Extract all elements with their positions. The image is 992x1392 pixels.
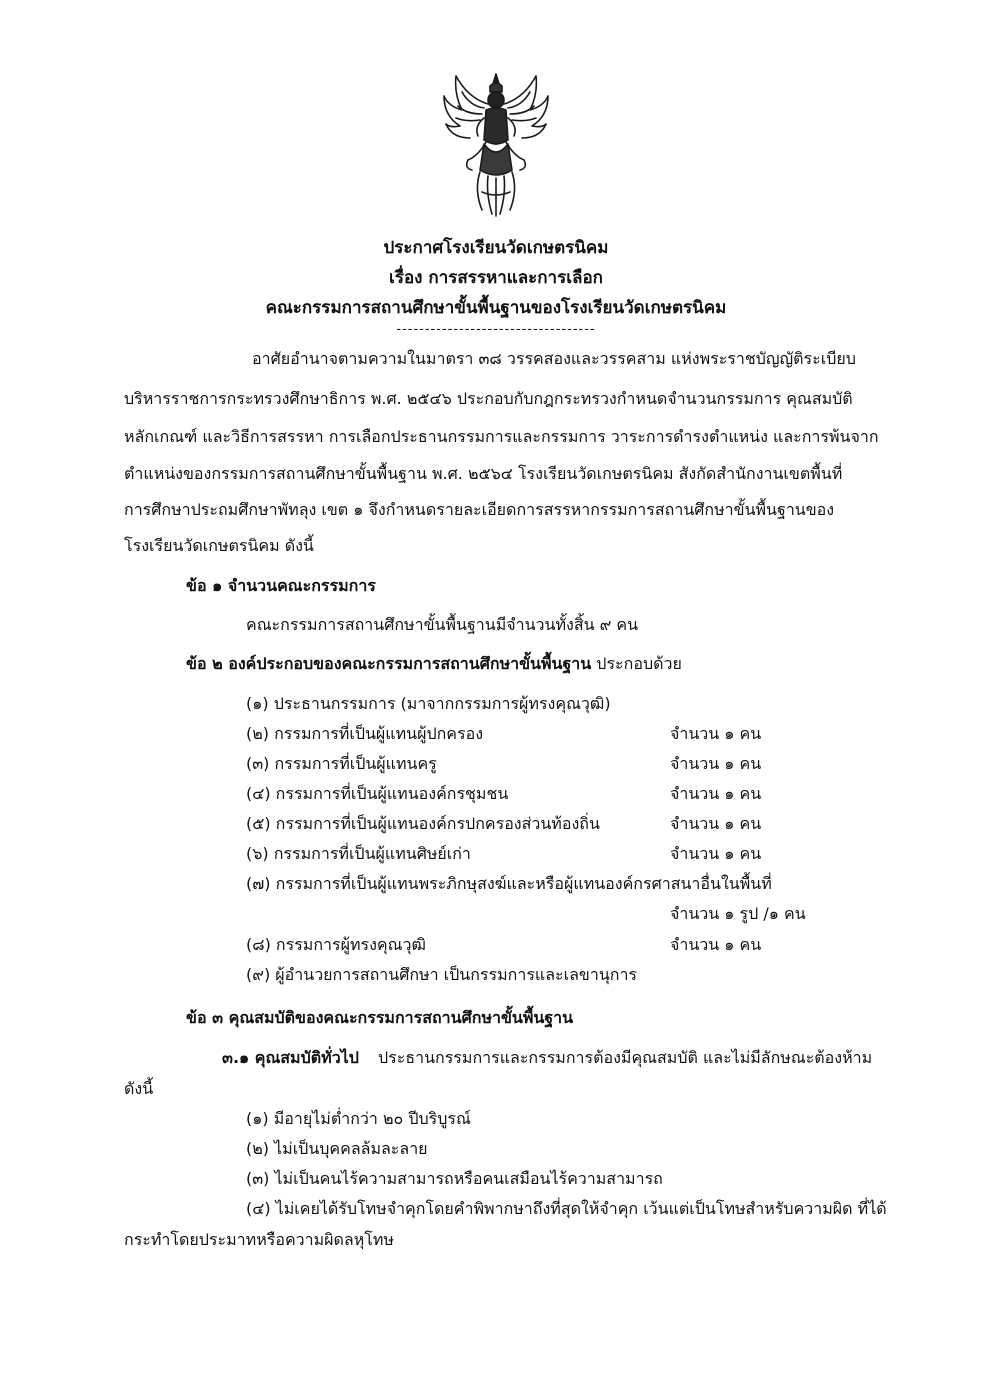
list-item-amount: จำนวน ๑ คน (670, 935, 762, 954)
intro-line: หลักเกณฑ์ และวิธีการสรรหา การเลือกประธานกรรมการและกรรมการ วาระการดำรงตำแหน่ง และการพ้นจาก (124, 427, 879, 446)
list-item-amount: จำนวน ๑ รูป /๑ คน (670, 904, 806, 923)
intro-line: ตำแหน่งของกรรมการสถานศึกษาขั้นพื้นฐาน พ.ศ. ๒๕๖๔ โรงเรียนวัดเกษตรนิคม สังกัดสำนักงานเขตพื้นที่ (124, 464, 843, 483)
list-item-amount: จำนวน ๑ คน (670, 754, 762, 773)
section-3-1-line (222, 1050, 872, 1066)
section-3-1-text: ประธานกรรมการและกรรมการต้องมีคุณสมบัติ และไม่มีลักษณะต้องห้าม (377, 1048, 873, 1067)
list-item: (๖) กรรมการที่เป็นผู้แทนศิษย์เก่า (246, 844, 471, 863)
section-3-1-heading: ๓.๑ คุณสมบัติทั่วไป (222, 1048, 359, 1067)
list-item: (๑) มีอายุไม่ต่ำกว่า ๒๐ ปีบริบูรณ์ (246, 1109, 471, 1128)
list-item: (๘) กรรมการผู้ทรงคุณวุฒิ (246, 935, 426, 954)
intro-line: อาศัยอำนาจตามความในมาตรา ๓๘ วรรคสองและวรรคสาม แห่งพระราชบัญญัติระเบียบ (252, 349, 856, 368)
list-item: (๒) กรรมการที่เป็นผู้แทนผู้ปกครอง (246, 724, 484, 743)
section-3-1-text-cont: ดังนี้ (124, 1079, 154, 1098)
section-1-heading: ข้อ ๑ จำนวนคณะกรรมการ (186, 576, 376, 595)
list-item: (๔) กรรมการที่เป็นผู้แทนองค์กรชุมชน (246, 784, 509, 803)
intro-line: บริหารราชการกระทรวงศึกษาธิการ พ.ศ. ๒๕๔๖ ประกอบกับกฎกระทรวงกำหนดจำนวนกรรมการ คุณสมบัติ (124, 389, 853, 408)
list-item: (๓) ไม่เป็นคนไร้ความสามารถหรือคนเสมือนไร้ความสามารถ (246, 1169, 663, 1188)
section-3-heading: ข้อ ๓ คุณสมบัติของคณะกรรมการสถานศึกษาขั้นพื้นฐาน (186, 1008, 574, 1027)
section-2-heading (186, 656, 682, 672)
list-item: (๓) กรรมการที่เป็นผู้แทนครู (246, 754, 437, 773)
list-item-amount: จำนวน ๑ คน (670, 784, 762, 803)
list-item: (๗) กรรมการที่เป็นผู้แทนพระภิกษุสงฆ์และหรือผู้แทนองค์กรศาสนาอื่นในพื้นที่ (246, 874, 772, 893)
list-item: (๔) ไม่เคยได้รับโทษจำคุกโดยคำพิพากษาถึงที่สุดให้จำคุก เว้นแต่เป็นโทษสำหรับความผิด ที่ได้ (246, 1199, 887, 1218)
title-separator: ----------------------------------- (396, 322, 596, 337)
list-item-amount: จำนวน ๑ คน (670, 814, 762, 833)
announcement-subject: เรื่อง การสรรหาและการเลือก (389, 268, 603, 288)
section-2-heading-title: ข้อ ๒ องค์ประกอบของคณะกรรมการสถานศึกษาขั้นพื้นฐาน (186, 654, 592, 673)
list-item-amount: จำนวน ๑ คน (670, 844, 762, 863)
list-item: (๑) ประธานกรรมการ (มาจากกรรมการผู้ทรงคุณวุฒิ) (246, 694, 611, 713)
list-item-amount: จำนวน ๑ คน (670, 724, 762, 743)
list-item-cont: กระทำโดยประมาทหรือความผิดลหุโทษ (124, 1230, 394, 1249)
garuda-emblem-icon (438, 70, 554, 218)
announcement-title: ประกาศโรงเรียนวัดเกษตรนิคม (383, 238, 609, 258)
intro-line: โรงเรียนวัดเกษตรนิคม ดังนี้ (124, 536, 314, 555)
announcement-committee-title: คณะกรรมการสถานศึกษาขั้นพื้นฐานของโรงเรียนวัดเกษตรนิคม (265, 298, 727, 318)
list-item: (๒) ไม่เป็นบุคคลล้มละลาย (246, 1139, 428, 1158)
list-item: (๙) ผู้อำนวยการสถานศึกษา เป็นกรรมการและเลขานุการ (246, 965, 638, 984)
section-2-heading-suffix: ประกอบด้วย (596, 654, 682, 673)
list-item: (๕) กรรมการที่เป็นผู้แทนองค์กรปกครองส่วนท้องถิ่น (246, 814, 600, 833)
section-1-text: คณะกรรมการสถานศึกษาขั้นพื้นฐานมีจำนวนทั้งสิ้น ๙ คน (246, 615, 639, 634)
intro-line: การศึกษาประถมศึกษาพัทลุง เขต ๑ จึงกำหนดรายละเอียดการสรรหากรรมการสถานศึกษาขั้นพื้นฐานของ (124, 500, 835, 519)
